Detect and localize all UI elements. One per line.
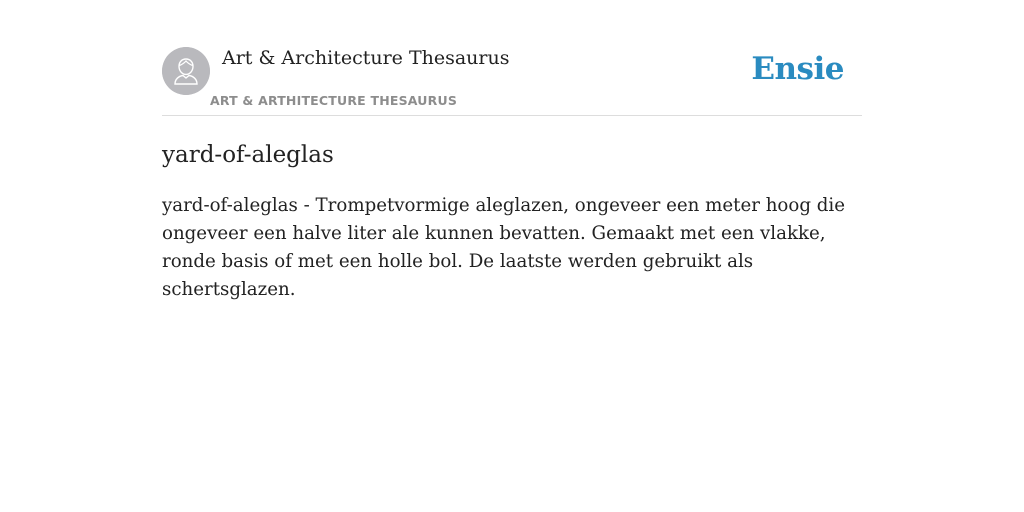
page-container bbox=[162, 0, 862, 300]
ensie-logo[interactable]: Ensie bbox=[751, 51, 844, 87]
author-name[interactable]: Art & Architecture Thesaurus bbox=[222, 47, 510, 69]
entry-definition: yard-of-aleglas - Trompetvormige aleglazen, ongeveer een meter hoog die ongeveer een halve liter ale kunnen bevatten. Gemaakt met een vlakke, ronde basis of met een holle bol. De laatste werden gebruikt als schertsglazen. bbox=[162, 195, 845, 300]
entry-title: yard-of-aleglas bbox=[162, 142, 334, 168]
user-avatar-graphic bbox=[162, 47, 210, 95]
user-avatar-icon[interactable] bbox=[162, 47, 210, 95]
author-subtitle: ART & ARTHITECTURE THESAURUS bbox=[210, 93, 458, 108]
page-header bbox=[162, 0, 862, 116]
